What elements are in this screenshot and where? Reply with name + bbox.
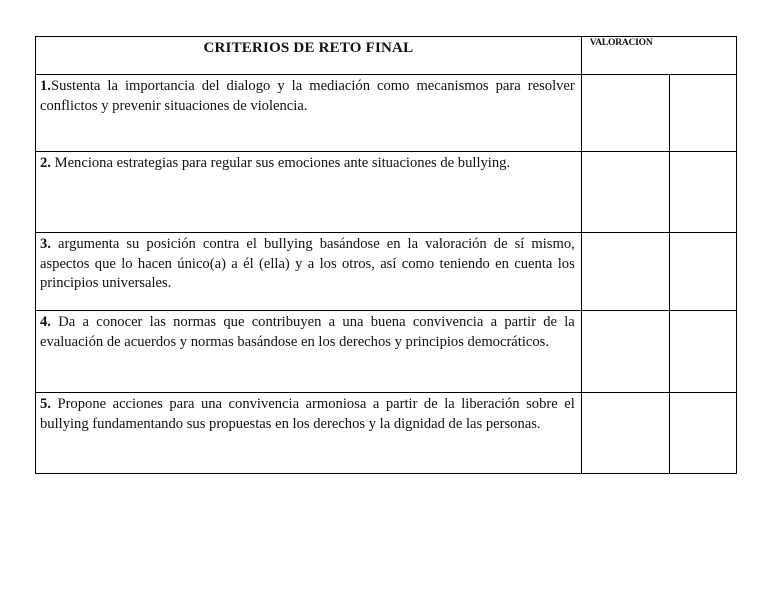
valuation-header: VALORACION <box>581 37 736 75</box>
criteria-header: CRITERIOS DE RETO FINAL <box>36 37 582 75</box>
valuation-cell-1[interactable] <box>581 152 669 233</box>
valuation-cell-1[interactable] <box>581 311 669 393</box>
valuation-cell-2[interactable] <box>669 75 736 152</box>
criteria-text-cell <box>36 75 582 152</box>
criteria-number: 2. <box>40 155 51 171</box>
valuation-cell-1[interactable] <box>581 233 669 311</box>
criteria-table <box>35 36 737 474</box>
valuation-cell-2[interactable] <box>669 311 736 393</box>
criteria-number: 5. <box>40 396 51 412</box>
valuation-cell-2[interactable] <box>669 152 736 233</box>
criteria-text: Menciona estrategias para regular sus emociones ante situaciones de bullying. <box>50 155 511 171</box>
criteria-number: 4. <box>40 314 51 330</box>
criteria-text: Da a conocer las normas que contribuyen a una buena convivencia a partir de la evaluación de acuerdos y normas basándose en los derechos y principios democráticos. <box>40 314 575 350</box>
criteria-text-cell <box>36 311 582 393</box>
valuation-cell-2[interactable] <box>669 393 736 474</box>
criteria-text: Propone acciones para una convivencia armoniosa a partir de la liberación sobre el bullying fundamentando sus propuestas en los derechos y la dignidad de las personas. <box>40 396 575 432</box>
criteria-text-cell <box>36 393 582 474</box>
valuation-cell-2[interactable] <box>669 233 736 311</box>
criteria-row-5 <box>36 393 737 474</box>
criteria-text-cell <box>36 152 582 233</box>
criteria-row-1 <box>36 75 737 152</box>
criteria-text: Sustenta la importancia del dialogo y la mediación como mecanismos para resolver conflictos y prevenir situaciones de violencia. <box>40 78 575 114</box>
criteria-row-2 <box>36 152 737 233</box>
criteria-number: 3. <box>40 236 51 252</box>
criteria-text-cell <box>36 233 582 311</box>
criteria-text: argumenta su posición contra el bullying basándose en la valoración de sí mismo, aspectos que lo hacen único(a) a él (ella) y a los otros, así como teniendo en cuenta los principios universales. <box>40 236 575 291</box>
valuation-cell-1[interactable] <box>581 393 669 474</box>
criteria-row-4 <box>36 311 737 393</box>
table-header-row <box>36 37 737 75</box>
criteria-number: 1. <box>40 78 51 94</box>
valuation-cell-1[interactable] <box>581 75 669 152</box>
criteria-row-3 <box>36 233 737 311</box>
